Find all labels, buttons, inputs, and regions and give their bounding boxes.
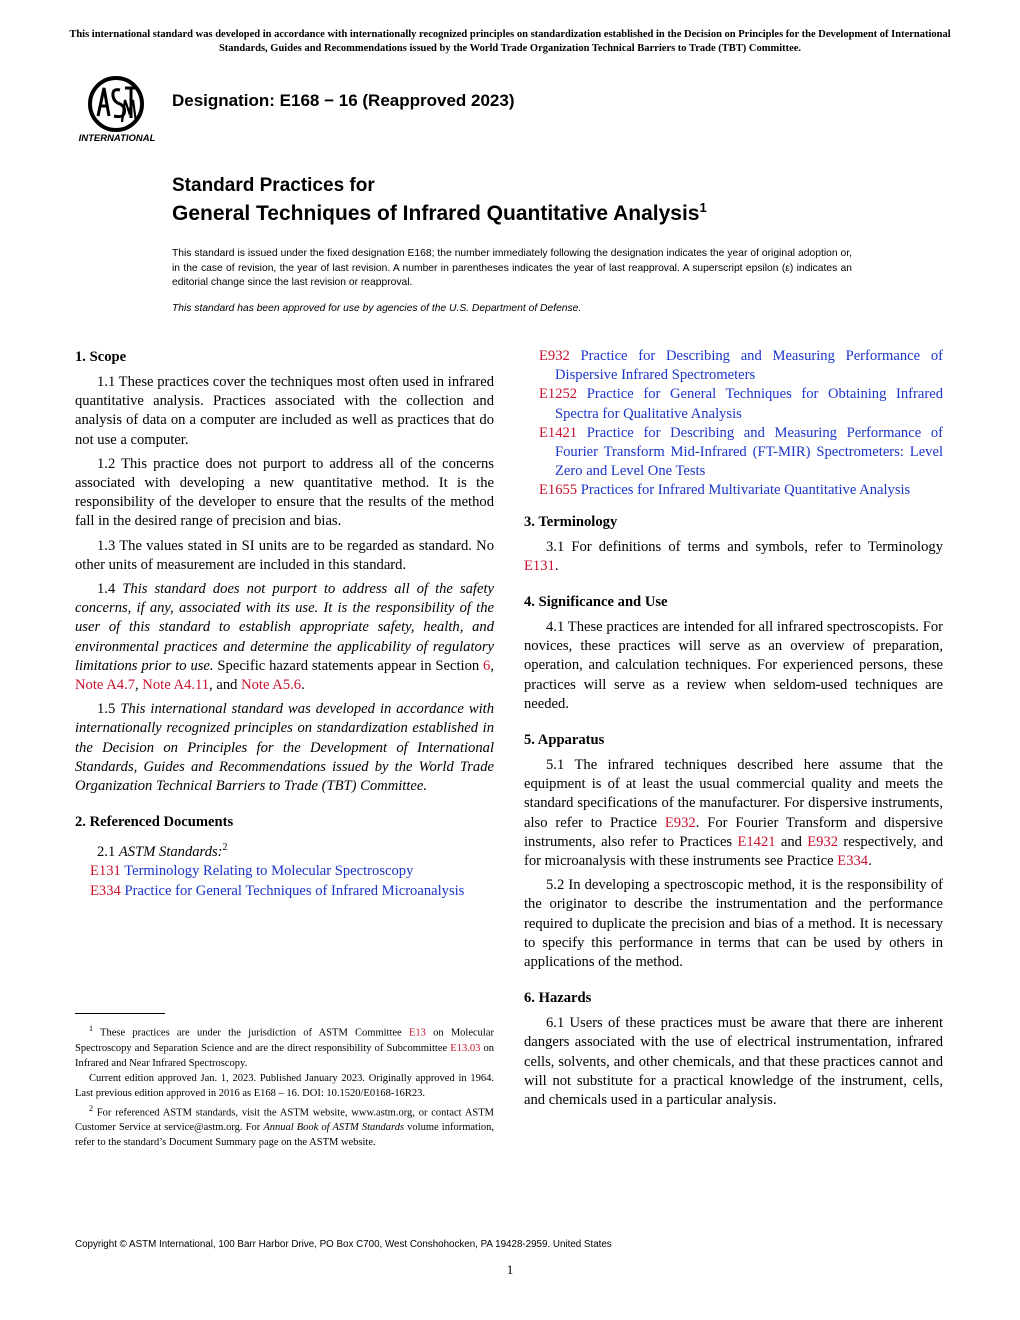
e13-03-link[interactable]: E13.03 xyxy=(450,1042,481,1054)
reference-title[interactable]: Practice for Describing and Measuring Performance of Fourier Transform Mid-Infrared (FT-MIR) Spectrometers: Level Zero and Level One Tests xyxy=(555,424,943,480)
issued-note: This standard is issued under the fixed designation E168; the number immediately following the designation indicates the year of original adoption or, in the case of revision, the year of last revision. A number in parentheses indicates the year of last reapproval. A superscript epsilon (ε) indicates an editorial change since the last revision or reapproval. xyxy=(172,248,852,288)
page-number: 1 xyxy=(506,1262,514,1277)
para-3-1-end: . xyxy=(554,557,559,574)
para-2-1-label: ASTM Standards: xyxy=(118,844,223,861)
reference-item[interactable] xyxy=(75,882,494,901)
footnote-1-text: on Molecular Spectroscopy and Separation Science and are the direct responsibility of Subcommittee xyxy=(75,1027,494,1054)
approved-note: This standard has been approved for use by agencies of the U.S. Department of Defense. xyxy=(172,303,582,314)
section-3-heading: 3. Terminology xyxy=(524,513,618,530)
reference-title[interactable]: Practice for Describing and Measuring Performance of Dispersive Infrared Spectrometers xyxy=(555,348,943,384)
para-3-1 xyxy=(524,538,943,576)
reference-title[interactable]: Terminology Relating to Molecular Spectroscopy xyxy=(124,863,414,880)
para-5-1-text: respectively, and for microanalysis with these instruments see Practice xyxy=(524,833,943,870)
tbt-notice: This international standard was developed in accordance with internationally recognized principles on standardization established in the Decision on Principles for the Development of International Standards, Guides and Recommendations issued by the World Trade Organization Technical Barriers to Trade (TBT) Committee. xyxy=(69,29,951,54)
para-5-2: 5.2 In developing a spectroscopic method, it is the responsibility of the originator to describe the instrumentation and the performance required to duplicate the precision and bias of a method. It is necessary to specify this performance in terms that can be used by others in applications of the method. xyxy=(524,877,943,971)
para-1-2: 1.2 This practice does not purport to address all of the concerns associated with developing a new quantitative method. It is the responsibility of the developer to ensure that the results of the method fall in the desired range of precision and bias. xyxy=(75,455,494,530)
right-column xyxy=(524,347,943,1115)
para-1-4-end: . xyxy=(301,677,305,694)
para-1-4-sep: , xyxy=(490,657,494,674)
reference-code[interactable]: E131 xyxy=(90,863,121,880)
footnote-2-italic: Annual Book of ASTM Standards xyxy=(263,1122,405,1133)
para-2-1 xyxy=(75,838,494,862)
para-1-3: 1.3 The values stated in SI units are to be regarded as standard. No other units of measurement are included in this standard. xyxy=(75,537,494,573)
para-1-1: 1.1 These practices cover the techniques most often used in infrared quantitative analysis. Practices associated with the collection and analysis of data on a computer are included as well as practices that do not use a computer. xyxy=(75,374,494,448)
para-1-5-num: 1.5 xyxy=(97,701,121,718)
footnote-2-text: For referenced ASTM standards, visit the ASTM website, www.astm.org, or contact ASTM Customer Service at service@astm.org. For xyxy=(75,1107,494,1133)
footnote-2-text: volume information, refer to the standard’s Document Summary page on the ASTM website. xyxy=(75,1122,494,1148)
para-1-4-sep: , and xyxy=(209,677,242,694)
astm-logo-icon xyxy=(76,76,158,146)
reference-code[interactable]: E1252 xyxy=(539,386,578,403)
footnote-2-mark[interactable]: 2 xyxy=(222,842,228,854)
footnotes xyxy=(75,1021,494,1150)
title-line-2 xyxy=(172,200,707,226)
footnote-1-text: on Infrared and Near Infrared Spectroscopy. xyxy=(75,1042,495,1069)
para-1-4-num: 1.4 xyxy=(97,581,123,598)
designation: Designation: E168 − 16 (Reapproved 2023) xyxy=(172,91,515,110)
section-6-heading: 6. Hazards xyxy=(524,990,592,1007)
reference-item[interactable] xyxy=(524,385,943,423)
reference-title[interactable]: Practice for General Techniques of Infrared Microanalysis xyxy=(124,882,465,899)
section-6-link[interactable]: 6 xyxy=(483,657,491,674)
e13-link[interactable]: E13 xyxy=(408,1027,426,1039)
reference-code[interactable]: E1421 xyxy=(539,424,578,441)
para-1-4-sep: , xyxy=(135,677,143,694)
para-4-1: 4.1 These practices are intended for all infrared spectroscopists. For novices, these practices will serve as an overview of preparation, operation, and calculation techniques. For experienced persons, these practices will serve as a review when seldom-used techniques are needed. xyxy=(524,619,943,712)
e932-link[interactable]: E932 xyxy=(664,814,696,831)
footnote-1-text: These practices are under the jurisdiction of ASTM Committee xyxy=(93,1027,409,1039)
footnote-2 xyxy=(75,1101,494,1151)
section-2-heading: 2. Referenced Documents xyxy=(75,814,234,831)
reference-item[interactable] xyxy=(524,481,943,500)
reference-code[interactable]: E1655 xyxy=(539,482,578,499)
footnote-1-mark: 1 xyxy=(89,1024,93,1033)
para-1-4-italic: This standard does not purport to address all of the safety concerns, if any, associated with its use. It is the responsibility of the user of this standard to establish appropriate safety, health, and environmental practices and determine the applicability of regulatory limitations prior to use. xyxy=(75,581,494,674)
reference-title[interactable]: Practice for General Techniques for Obtaining Infrared Spectra for Qualitative Analysis xyxy=(555,386,943,422)
para-5-1-text: and xyxy=(775,833,808,850)
reference-item[interactable] xyxy=(524,347,943,385)
para-1-4-text: Specific hazard statements appear in Section xyxy=(213,657,484,674)
e334-link[interactable]: E334 xyxy=(837,853,869,870)
footnote-1-edition: Current edition approved Jan. 1, 2023. Published January 2023. Originally approved in 1964. Last previous edition approved in 2016 as E168 – 16. DOI: 10.1520/E0168-16R23. xyxy=(75,1072,494,1099)
section-5-heading: 5. Apparatus xyxy=(524,732,605,749)
reference-code[interactable]: E334 xyxy=(90,882,121,899)
left-column xyxy=(75,347,494,901)
footnote-rule xyxy=(75,1013,165,1014)
reference-item[interactable] xyxy=(75,862,494,881)
reference-code[interactable]: E932 xyxy=(539,348,570,364)
para-5-1 xyxy=(524,756,943,871)
para-1-5-italic: This international standard was developed in accordance with internationally recognized principles on standardization established in the Decision on Principles for the Development of International Standards, Guides and Recommendations issued by the World Trade Organization Technical Barriers to Trade (TBT) Committee. xyxy=(75,701,495,795)
para-2-1-num: 2.1 xyxy=(97,844,119,861)
note-a5-6-link[interactable]: Note A5.6 xyxy=(241,677,302,694)
title-footnote-mark[interactable]: 1 xyxy=(699,200,707,215)
para-5-1-text: 5.1 The infrared techniques described here assume that the equipment is of at least the usual commercial quality and meets the standard specifications of the manufacturer. For dispersive instruments, also refer to Practice xyxy=(524,757,943,831)
e932-link[interactable]: E932 xyxy=(807,833,839,850)
copyright: Copyright © ASTM International, 100 Barr Harbor Drive, PO Box C700, West Conshohocken, PA 19428-2959. United States xyxy=(75,1239,612,1250)
section-4-heading: 4. Significance and Use xyxy=(524,594,668,611)
reference-title[interactable]: Practices for Infrared Multivariate Quantitative Analysis xyxy=(580,482,911,499)
note-a4-11-link[interactable]: Note A4.11 xyxy=(142,677,210,694)
para-5-1-text: . For Fourier Transform and dispersive instruments, also refer to Practices xyxy=(524,814,943,850)
para-1-5 xyxy=(75,700,494,796)
title-line-1: Standard Practices for xyxy=(172,175,375,196)
note-a4-7-link[interactable]: Note A4.7 xyxy=(75,677,135,694)
footnote-2-mark: 2 xyxy=(89,1103,93,1113)
astm-logo xyxy=(76,76,158,146)
title-text: General Techniques of Infrared Quantitative Analysis xyxy=(172,202,700,225)
e1421-link[interactable]: E1421 xyxy=(737,833,776,850)
para-1-4 xyxy=(75,580,494,695)
reference-item[interactable] xyxy=(524,424,943,482)
logo-text: INTERNATIONAL xyxy=(78,133,156,144)
para-6-1: 6.1 Users of these practices must be aware that there are inherent dangers associated with the use of electrical instrumentation, infrared cells, solvents, and other chemicals, and that these practices cannot and will not substitute for a practical knowledge of the instrument, cells, and chemicals used in a particular analysis. xyxy=(524,1015,943,1109)
para-3-1-text: 3.1 For definitions of terms and symbols, refer to Terminology xyxy=(546,538,943,555)
para-5-1-text: . xyxy=(868,853,872,870)
section-1-heading: 1. Scope xyxy=(75,349,127,365)
footnote-1 xyxy=(75,1021,494,1071)
e131-link[interactable]: E131 xyxy=(524,557,555,574)
